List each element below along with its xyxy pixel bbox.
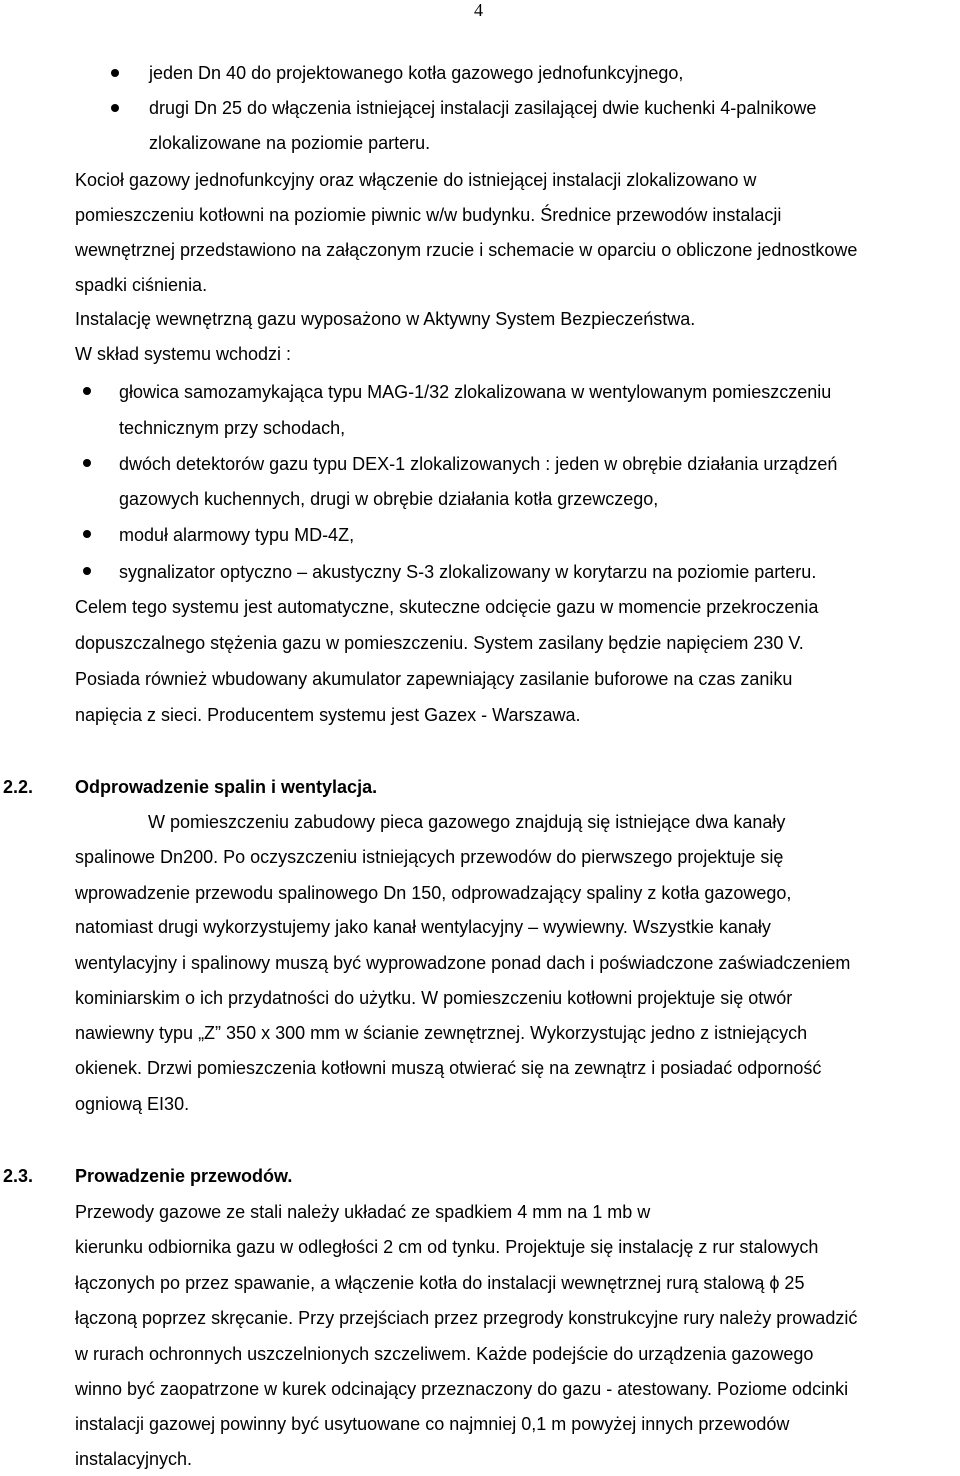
para4-line-2: kierunku odbiornika gazu w odległości 2 cm od tynku. Projektuje się instalację z rur stalowych xyxy=(75,1237,819,1257)
para3-line-8: okienek. Drzwi pomieszczenia kotłowni muszą otwierać się na zewnątrz i posiadać odporność xyxy=(75,1058,822,1078)
para4-line-5: w rurach ochronnych uszczelnionych szczeliwem. Każde podejście do urządzenia gazowego xyxy=(75,1344,814,1364)
para1-line-6: W skład systemu wchodzi : xyxy=(75,344,292,364)
para4-line-4: łączoną poprzez skręcanie. Przy przejściach przez przegrody konstrukcyjne rury należy prowadzić xyxy=(75,1308,858,1328)
para1-line-2: pomieszczeniu kotłowni na poziomie piwnic w/w budynku. Średnice przewodów instalacji xyxy=(75,205,782,225)
para2-line-3: Posiada również wbudowany akumulator zapewniający zasilanie buforowe na czas zaniku xyxy=(75,669,793,689)
para4-line-8: instalacyjnych. xyxy=(75,1449,193,1469)
para3-line-4: natomiast drugi wykorzystujemy jako kanał wentylacyjny – wywiewny. Wszystkie kanały xyxy=(75,917,771,937)
bullet-icon xyxy=(83,459,91,467)
para3-line-5: wentylacyjny i spalinowy muszą być wyprowadzone ponad dach i poświadczone zaświadczeniem xyxy=(75,953,851,973)
list1-item-1: jeden Dn 40 do projektowanego kotła gazowego jednofunkcyjnego, xyxy=(149,63,684,83)
section-number: 2.2. xyxy=(3,777,34,797)
section-number: 2.3. xyxy=(3,1166,34,1186)
para4-line-3: łączonych po przez spawanie, a włączenie kotła do instalacji wewnętrznej rurą stalową ϕ 25 xyxy=(75,1273,805,1293)
page-number: 4 xyxy=(474,0,483,20)
para1-line-1: Kocioł gazowy jednofunkcyjny oraz włączenie do istniejącej instalacji zlokalizowano w xyxy=(75,170,757,190)
section-title: Prowadzenie przewodów. xyxy=(75,1166,293,1186)
section-title: Odprowadzenie spalin i wentylacja. xyxy=(75,777,378,797)
list2-item-2-cont: gazowych kuchennych, drugi w obrębie działania kotła grzewczego, xyxy=(119,489,659,509)
para1-line-4: spadki ciśnienia. xyxy=(75,275,208,295)
para3-line-1: W pomieszczeniu zabudowy pieca gazowego znajdują się istniejące dwa kanały xyxy=(148,812,786,832)
para4-line-7: instalacji gazowej powinny być usytuowane co najmniej 0,1 m powyżej innych przewodów xyxy=(75,1414,790,1434)
list1-item-2-cont: zlokalizowane na poziomie parteru. xyxy=(149,133,431,153)
para4-line-6: winno być zaopatrzone w kurek odcinający przeznaczony do gazu - atestowany. Poziome odcinki xyxy=(75,1379,849,1399)
para2-line-4: napięcia z sieci. Producentem systemu jest Gazex - Warszawa. xyxy=(75,705,581,725)
list2-item-3: moduł alarmowy typu MD-4Z, xyxy=(119,525,355,545)
para3-line-7: nawiewny typu „Z” 350 x 300 mm w ścianie zewnętrznej. Wykorzystując jedno z istniejących xyxy=(75,1023,808,1043)
list2-item-1: głowica samozamykająca typu MAG-1/32 zlokalizowana w wentylowanym pomieszczeniu xyxy=(119,382,832,402)
list2-item-2: dwóch detektorów gazu typu DEX-1 zlokalizowanych : jeden w obrębie działania urządzeń xyxy=(119,454,838,474)
para2-line-1: Celem tego systemu jest automatyczne, skuteczne odcięcie gazu w momencie przekroczenia xyxy=(75,597,819,617)
list2-item-4: sygnalizator optyczno – akustyczny S-3 zlokalizowany w korytarzu na poziomie parteru. xyxy=(119,562,817,582)
bullet-icon xyxy=(83,567,91,575)
para4-line-1: Przewody gazowe ze stali należy układać ze spadkiem 4 mm na 1 mb w xyxy=(75,1202,651,1222)
bullet-icon xyxy=(83,387,91,395)
bullet-icon xyxy=(83,530,91,538)
list2-item-1-cont: technicznym przy schodach, xyxy=(119,418,346,438)
bullet-icon xyxy=(111,69,119,77)
list1-item-2: drugi Dn 25 do włączenia istniejącej instalacji zasilającej dwie kuchenki 4-palnikowe xyxy=(149,98,817,118)
para3-line-6: kominiarskim o ich przydatności do użytku. W pomieszczeniu kotłowni projektuje się otwór xyxy=(75,988,793,1008)
para3-line-9: ogniową EI30. xyxy=(75,1094,190,1114)
para1-line-3: wewnętrznej przedstawiono na załączonym rzucie i schemacie w oparciu o obliczone jednostkowe xyxy=(75,240,858,260)
bullet-icon xyxy=(111,104,119,112)
para3-line-3: wprowadzenie przewodu spalinowego Dn 150, odprowadzający spaliny z kotła gazowego, xyxy=(75,883,792,903)
para1-line-5: Instalację wewnętrzną gazu wyposażono w Aktywny System Bezpieczeństwa. xyxy=(75,309,696,329)
para3-line-2: spalinowe Dn200. Po oczyszczeniu istniejących przewodów do pierwszego projektuje się xyxy=(75,847,784,867)
para2-line-2: dopuszczalnego stężenia gazu w pomieszczeniu. System zasilany będzie napięciem 230 V. xyxy=(75,633,804,653)
